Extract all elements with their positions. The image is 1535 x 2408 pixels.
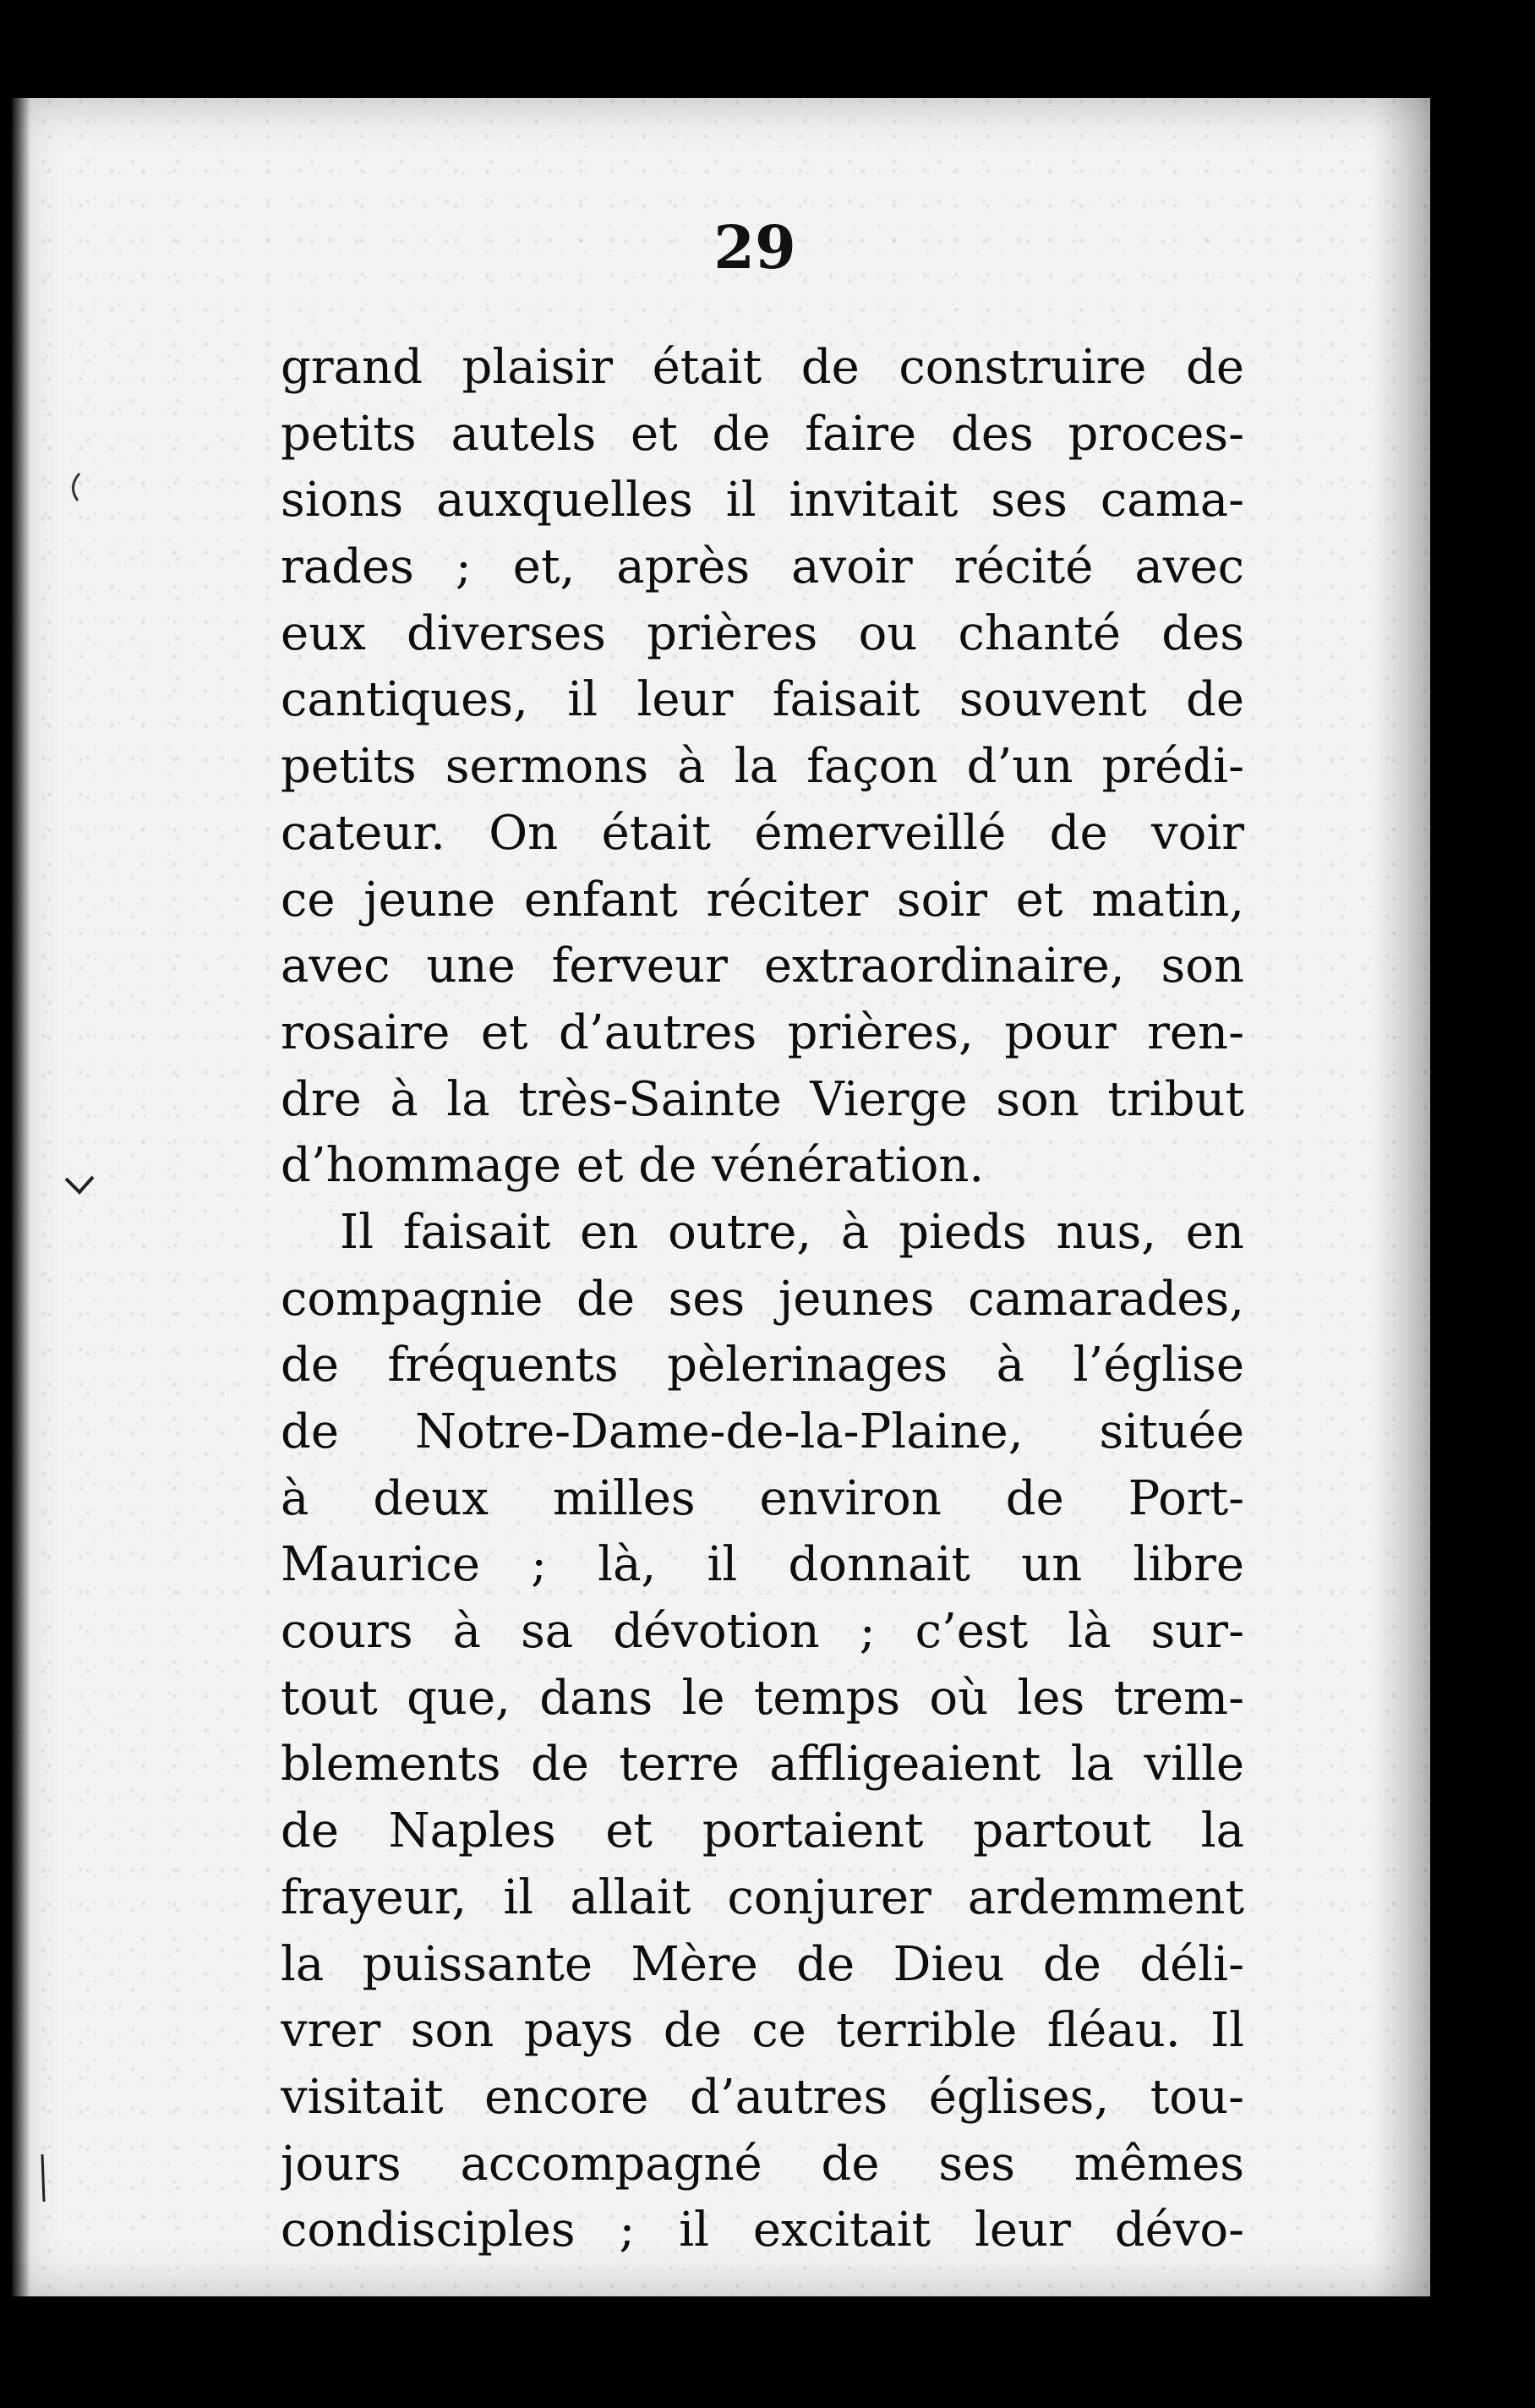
text-line: condisciples ; il excitait leur dévo- (281, 2203, 1244, 2258)
text-line: blements de terre affligeaient la ville (281, 1737, 1244, 1792)
text-line: frayeur, il allait conjurer ardemment (281, 1869, 1244, 1925)
stray-mark-icon (63, 470, 88, 504)
body-text (281, 335, 1244, 2264)
text-line: tout que, dans le temps où les trem- (281, 1670, 1244, 1726)
text-line: rades ; et, après avoir récité avec (281, 539, 1244, 595)
text-line: petits sermons à la façon d’un prédi- (281, 739, 1244, 795)
text-line: eux diverses prières ou chanté des (281, 605, 1244, 661)
text-line: cours à sa dévotion ; c’est là sur- (281, 1604, 1244, 1660)
text-line: cantiques, il leur faisait souvent de (281, 672, 1244, 728)
text-line: de fréquents pèlerinages à l’église (281, 1338, 1244, 1393)
text-line: rosaire et d’autres prières, pour ren- (281, 1004, 1244, 1060)
text-line: sions auxquelles il invitait ses cama- (281, 473, 1244, 528)
text-line: de Naples et portaient partout la (281, 1803, 1244, 1859)
page-right-edge-shadow (1371, 98, 1430, 2296)
page-left-edge-shadow (12, 98, 30, 2296)
stray-mark-icon (63, 1172, 96, 1202)
text-line: d’hommage et de vénération. (281, 1138, 985, 1194)
text-line: vrer son pays de ce terrible fléau. Il (281, 2003, 1244, 2059)
text-line: à deux milles environ de Port- (281, 1470, 1244, 1526)
text-line: grand plaisir était de construire de (281, 340, 1244, 395)
text-line: visitait encore d’autres églises, tou- (281, 2069, 1244, 2125)
book-page (12, 98, 1430, 2296)
text-line: compagnie de ses jeunes camarades, (281, 1271, 1244, 1327)
text-line: Il faisait en outre, à pieds nus, en (340, 1204, 1244, 1260)
text-line: ce jeune enfant réciter soir et matin, (281, 872, 1244, 928)
text-line: petits autels et de faire des proces- (281, 406, 1244, 462)
text-line: dre à la très-Sainte Vierge son tribut (281, 1071, 1244, 1127)
text-line: avec une ferveur extraordinaire, son (281, 939, 1244, 994)
text-line: de Notre-Dame-de-la-Plaine, située (281, 1404, 1244, 1459)
page-number: 29 (713, 212, 796, 282)
text-line: jours accompagné de ses mêmes (281, 2136, 1244, 2192)
text-line: la puissante Mère de Dieu de déli- (281, 1936, 1244, 1992)
text-line: cateur. On était émerveillé de voir (281, 805, 1244, 861)
text-line: Maurice ; là, il donnait un libre (281, 1537, 1244, 1593)
stray-mark-icon (34, 2153, 51, 2203)
